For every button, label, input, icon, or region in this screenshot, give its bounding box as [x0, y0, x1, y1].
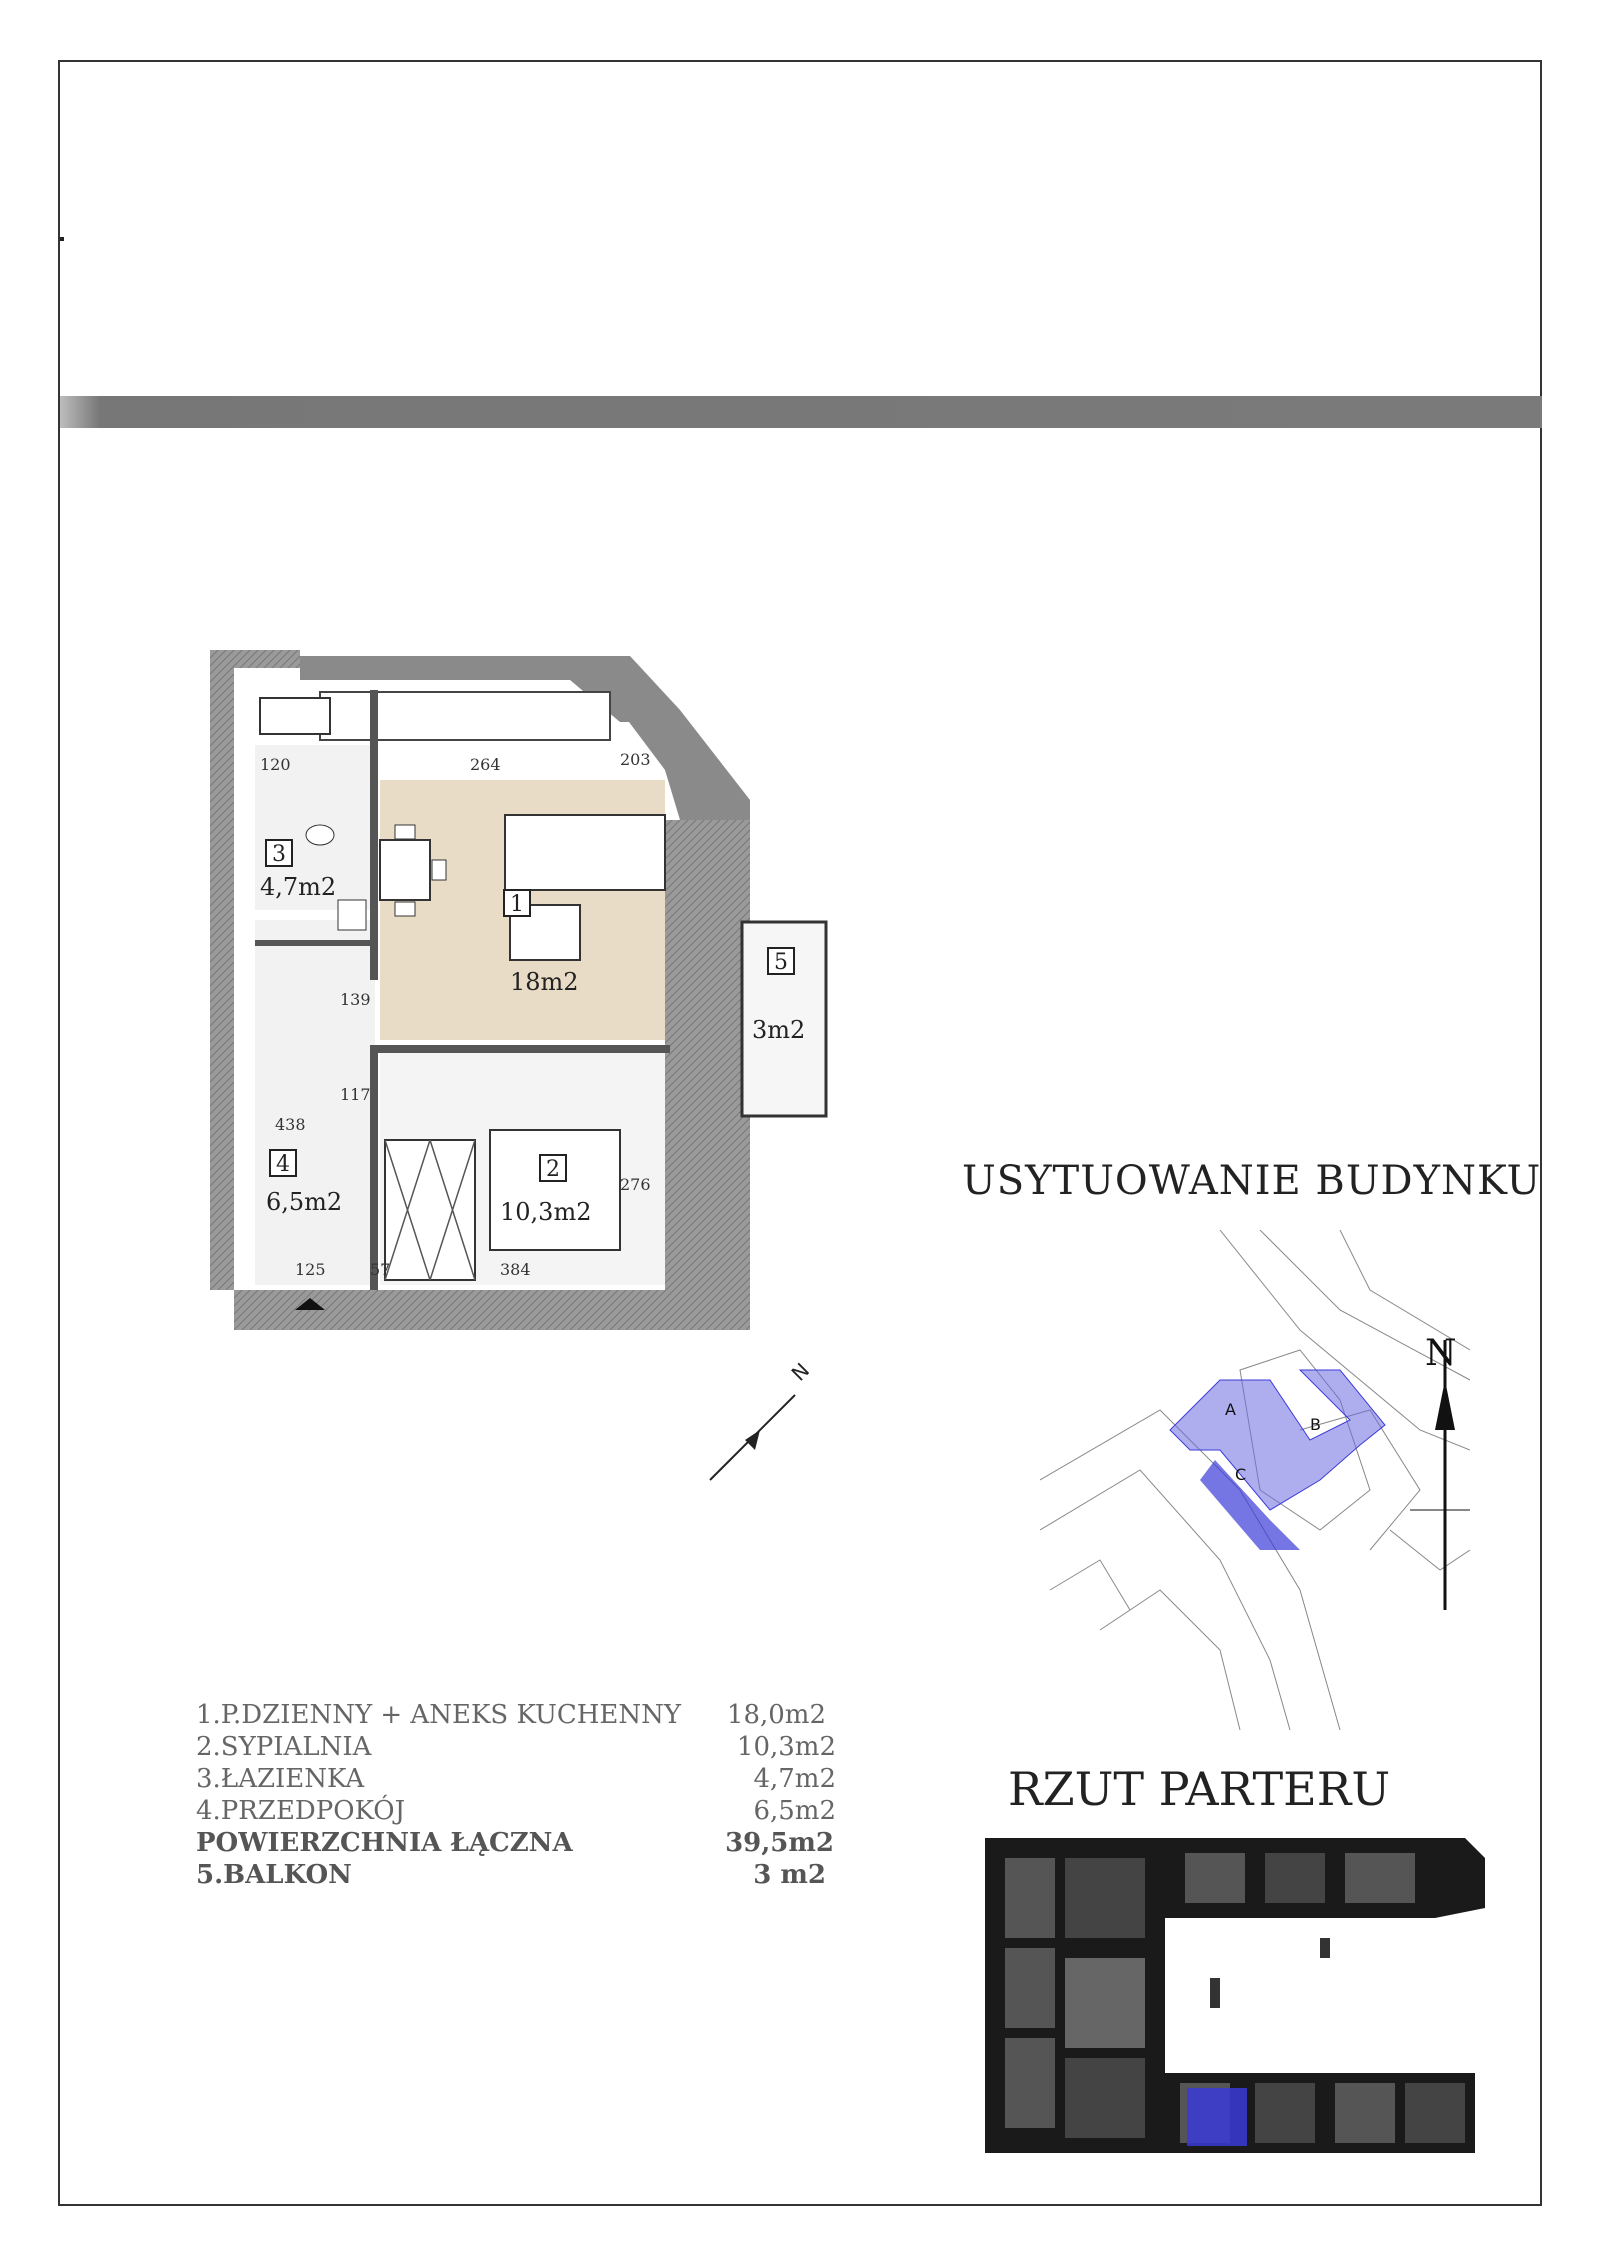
situation-north-label: N [1425, 1333, 1457, 1374]
dim-label: 203 [620, 750, 651, 769]
ground-floor-map [965, 1828, 1485, 2168]
legend-value: 18,0m2 [726, 1700, 826, 1730]
legend-value: 6,5m2 [753, 1796, 836, 1826]
legend-row-balcony [196, 1860, 916, 1892]
room-5-area: 3m2 [752, 1016, 806, 1044]
room-2-area: 10,3m2 [500, 1198, 592, 1226]
legend-row [196, 1732, 916, 1764]
dim-label: 117 [340, 1085, 371, 1104]
legend-label: POWIERZCHNIA ŁĄCZNA [196, 1828, 573, 1858]
area-legend [196, 1700, 916, 1892]
dim-label: 438 [275, 1115, 306, 1134]
dim-label: 139 [340, 990, 371, 1009]
room-3-area: 4,7m2 [260, 873, 337, 901]
sink [338, 900, 366, 930]
legend-row-total [196, 1828, 916, 1860]
corner-mark [60, 237, 64, 241]
floor-title: RZUT PARTERU [1008, 1762, 1391, 1816]
room-4-number: 4 [276, 1152, 290, 1177]
legend-value: 10,3m2 [736, 1732, 836, 1762]
room-2-number: 2 [546, 1157, 560, 1182]
chair [395, 825, 415, 839]
bath-wall-bottom [255, 940, 375, 946]
dim-label: 57 [370, 1260, 391, 1279]
legend-label: 2.SYPIALNIA [196, 1732, 372, 1762]
situation-title: USYTUOWANIE BUDYNKU [962, 1158, 1542, 1204]
legend-label: 5.BALKON [196, 1860, 352, 1890]
unit-highlight [1187, 2088, 1247, 2146]
bedroom-wall-v [370, 1045, 378, 1290]
north-arrow [700, 1350, 820, 1490]
kitchen-counter [320, 692, 610, 740]
north-label: N [786, 1358, 815, 1386]
bed [490, 1130, 620, 1250]
legend-label: 3.ŁAZIENKA [196, 1764, 365, 1794]
bedroom-wall [370, 1045, 670, 1053]
situation-map [1040, 1230, 1470, 1730]
room-3-number: 3 [272, 842, 286, 867]
outer-wall-top [234, 650, 300, 668]
room-5-number: 5 [774, 950, 788, 975]
dim-label: 125 [295, 1260, 326, 1279]
balcony-box [740, 920, 830, 1120]
room-1-number: 1 [510, 892, 524, 917]
wardrobe [385, 1140, 475, 1280]
chair [395, 902, 415, 916]
apartment-plan [210, 650, 750, 1330]
room-4-area: 6,5m2 [266, 1188, 343, 1216]
toilet [306, 825, 334, 845]
bath-wall [370, 690, 378, 980]
sofa [505, 815, 665, 890]
building-label-a: A [1225, 1400, 1236, 1419]
chair [432, 860, 446, 880]
outer-wall [210, 650, 234, 1290]
dim-label: 384 [500, 1260, 531, 1279]
outer-wall-right [665, 820, 750, 1330]
legend-row [196, 1796, 916, 1828]
legend-row [196, 1764, 916, 1796]
header-band [60, 396, 1542, 428]
legend-value: 4,7m2 [753, 1764, 836, 1794]
legend-row [196, 1700, 916, 1732]
legend-label: 4.PRZEDPOKÓJ [196, 1796, 406, 1826]
legend-label: 1.P.DZIENNY + ANEKS KUCHENNY [196, 1700, 682, 1730]
room-1-area: 18m2 [510, 968, 579, 996]
building-label-b: B [1310, 1415, 1321, 1434]
dim-label: 120 [260, 755, 291, 774]
dim-label: 276 [620, 1175, 651, 1194]
building-label-c: C [1235, 1465, 1247, 1484]
legend-value: 39,5m2 [725, 1828, 834, 1858]
shower [260, 698, 330, 734]
legend-value: 3 m2 [753, 1860, 826, 1890]
dining-table [380, 840, 430, 900]
dim-label: 264 [470, 755, 501, 774]
